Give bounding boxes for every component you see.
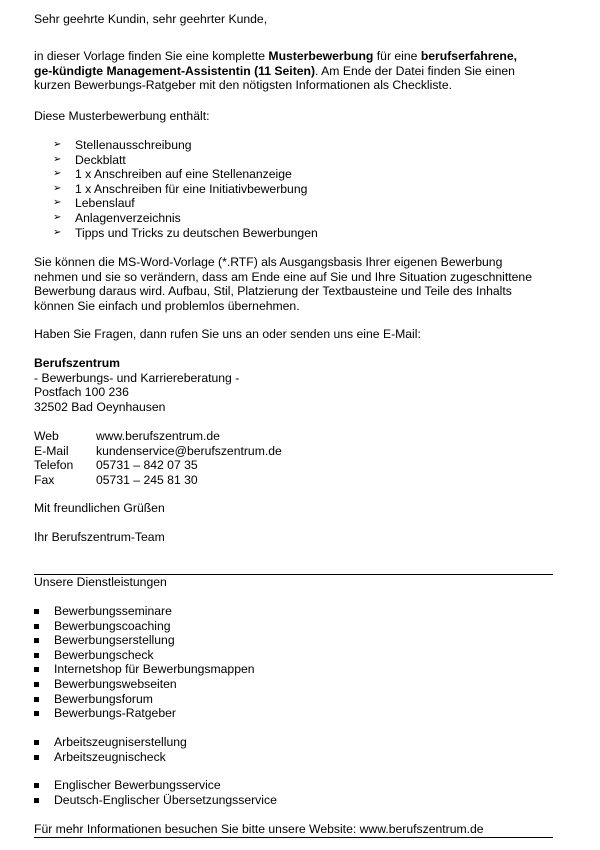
closing: Mit freundlichen Grüßen [34, 501, 165, 515]
contents-list [53, 138, 318, 240]
address-block [34, 356, 239, 414]
list-item: ➢ Stellenausschreibung [53, 138, 192, 152]
list-item: Bewerbungsforum [34, 692, 255, 707]
footer-website-line: Für mehr Informationen besuchen Sie bitte unsere Website: www.berufszentrum.de [34, 822, 484, 836]
arrow-bullet-icon: ➢ [53, 211, 62, 223]
questions-line: Haben Sie Fragen, dann rufen Sie uns an oder senden uns eine E-Mail: [34, 327, 421, 341]
arrow-bullet-icon: ➢ [53, 168, 62, 180]
list-item: ➢ 1 x Anschreiben auf eine Stellenanzeige [53, 167, 292, 182]
list-item: Deutsch-Englischer Übersetzungsservice [34, 793, 277, 808]
square-bullet-icon [34, 653, 39, 658]
square-bullet-icon [34, 711, 39, 716]
greeting: Sehr geehrte Kundin, sehr geehrter Kunde, [34, 12, 268, 26]
contact-row-fax: Fax 05731 – 245 81 30 [34, 472, 198, 487]
square-bullet-icon [34, 755, 39, 760]
square-bullet-icon [34, 667, 39, 672]
square-bullet-icon [34, 783, 39, 788]
intro-text-2: für eine [373, 49, 421, 63]
square-bullet-icon [34, 624, 39, 629]
web-link[interactable]: www.berufszentrum.de [96, 429, 220, 443]
list-item: Bewerbungswebseiten [34, 677, 255, 692]
contact-row-web: Web www.berufszentrum.de [34, 429, 220, 443]
contact-row-email: E-Mail kundenservice@berufszentrum.de [34, 443, 282, 458]
contact-table [34, 429, 434, 487]
arrow-bullet-icon: ➢ [53, 153, 62, 165]
services-list-2 [34, 735, 187, 764]
services-list-1 [34, 604, 255, 721]
intro-paragraph [34, 49, 517, 93]
intro-bold-2: berufserfahrene, [420, 49, 518, 63]
company-name: Berufszentrum [34, 356, 121, 370]
services-heading: Unsere Dienstleistungen [34, 575, 167, 589]
square-bullet-icon [34, 682, 39, 687]
list-item: ➢ Tipps und Tricks zu deutschen Bewerbungen [53, 225, 318, 240]
list-item: ➢ Deckblatt [53, 152, 126, 167]
square-bullet-icon [34, 638, 39, 643]
list-item: Englischer Bewerbungsservice [34, 778, 277, 793]
intro-bold-3: ge-kündigte Management-Assistentin (11 Seiten) [34, 63, 316, 78]
list-item: Bewerbungserstellung [34, 633, 255, 648]
list-item: ➢ Anlagenverzeichnis [53, 210, 181, 225]
list-item: Bewerbungscheck [34, 648, 255, 663]
address-city: 32502 Bad Oeynhausen [34, 399, 166, 414]
arrow-bullet-icon: ➢ [53, 197, 62, 209]
list-item: Arbeitszeugniserstellung [34, 735, 187, 750]
services-list-3 [34, 778, 277, 807]
intro-text-1: in dieser Vorlage finden Sie eine komplette [34, 49, 269, 63]
address-street: Postfach 100 236 [34, 385, 129, 400]
square-bullet-icon [34, 609, 39, 614]
list-item: Internetshop für Bewerbungsmappen [34, 662, 255, 677]
divider-bottom [34, 837, 553, 838]
contact-row-phone: Telefon 05731 – 842 07 35 [34, 458, 198, 473]
list-item: Arbeitszeugnischeck [34, 750, 187, 765]
intro-line-3: kurzen Bewerbungs-Ratgeber mit den nötigsten Informationen als Checkliste. [34, 78, 452, 93]
list-item: Bewerbungsseminare [34, 604, 255, 619]
square-bullet-icon [34, 697, 39, 702]
list-item: ➢ 1 x Anschreiben für eine Initiativbewerbung [53, 181, 308, 196]
signature: Ihr Berufszentrum-Team [34, 530, 165, 544]
list-item: Bewerbungs-Ratgeber [34, 706, 255, 721]
email-link[interactable]: kundenservice@berufszentrum.de [96, 443, 282, 458]
list-item: Bewerbungscoaching [34, 619, 255, 634]
square-bullet-icon [34, 798, 39, 803]
square-bullet-icon [34, 740, 39, 745]
usage-paragraph: Sie können die MS-Word-Vorlage (*.RTF) als Ausgangsbasis Ihrer eigenen Bewerbung nehmen und sie so verändern, dass am Ende eine auf Sie und Ihre Situation zugeschnittene Bewerbung daraus wird. Aufbau, Stil, Platzierung der Textbausteine und Teile des Inhalts können Sie einfach und problemlos übernehmen. [34, 255, 532, 313]
list-item: ➢ Lebenslauf [53, 196, 135, 211]
company-subtitle: - Bewerbungs- und Karriereberatung - [34, 370, 240, 385]
intro-bold-1: Musterbewerbung [268, 49, 374, 63]
intro-text-3: . Am Ende der Datei finden Sie einen [315, 63, 515, 78]
arrow-bullet-icon: ➢ [53, 139, 62, 150]
arrow-bullet-icon: ➢ [53, 226, 62, 238]
contents-heading: Diese Musterbewerbung enthält: [34, 109, 210, 123]
arrow-bullet-icon: ➢ [53, 182, 62, 194]
